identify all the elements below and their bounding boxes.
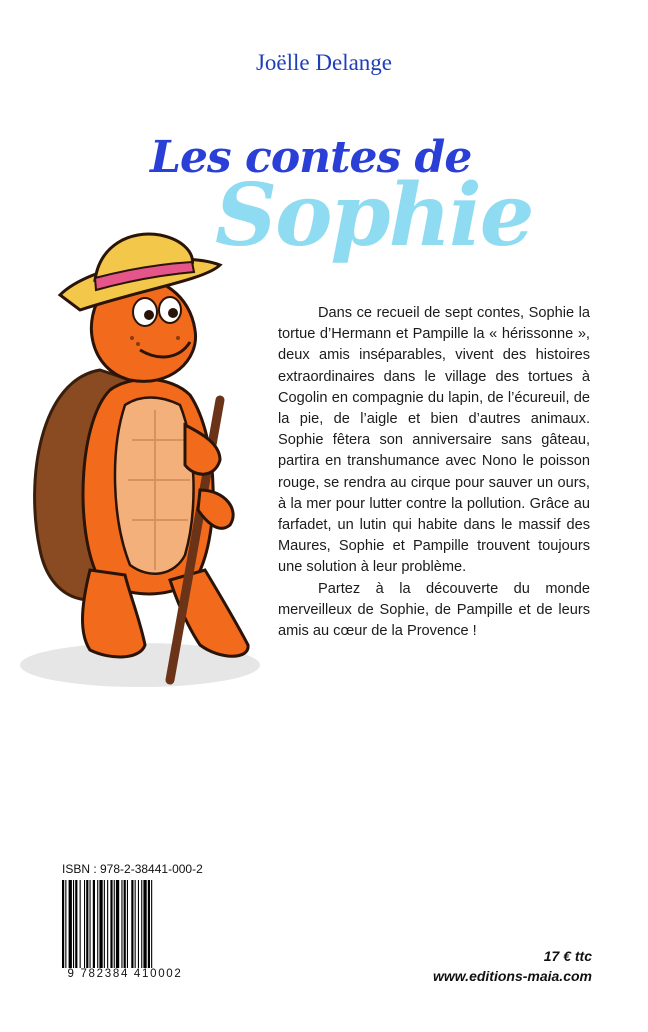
barcode-bar (121, 880, 122, 968)
barcode-bar (69, 880, 72, 968)
barcode-bar (114, 880, 115, 968)
barcode-bar (97, 880, 98, 968)
barcode-bar (75, 880, 77, 968)
barcode-bar (93, 880, 95, 968)
barcode-bar (86, 880, 88, 968)
barcode-bar (141, 880, 142, 968)
blurb-paragraph-1: Dans ce recueil de sept contes, Sophie la tortue d’Hermann et Pampille la « hérissonne », deux amis inséparables, vivent des histoires extraordinaires dans le village des tortues à Cogolin en compagnie du lapin, de l’écureuil, de la pie, de l’aigle et bien d’autres animaux. Sophie fêtera son anniversaire sans gâteau, partira en transhumance avec Nono le poisson rouge, se rendra au cirque pour sauver un ours, à la mer pour lutter contre la pollution. Grâce au farfadet, un lutin qui habite dans le massif des Maures, Sophie et Pampille trouvent toujours une solution à leur problème. (278, 305, 590, 576)
barcode-bar (84, 880, 85, 968)
barcode-bar (80, 880, 81, 968)
barcode-bar (116, 880, 119, 968)
barcode-bar (135, 880, 136, 968)
title-sophie: Sophie (215, 165, 533, 266)
barcode-bar (107, 880, 108, 968)
barcode-bar (65, 880, 66, 968)
isbn-label: ISBN : 978-2-38441-000-2 (62, 862, 203, 876)
blurb-paragraph-2: Partez à la découverte du monde merveilleux de Sophie, de Pampille et de leurs amis au cœur de la Provence ! (278, 580, 590, 640)
barcode-digits: 9 782384 410002 (58, 968, 192, 980)
barcode-bar (131, 880, 133, 968)
turtle-illustration (20, 220, 280, 700)
barcode-bar (110, 880, 112, 968)
barcode-bar (99, 880, 102, 968)
barcode-bar (151, 880, 152, 968)
price: 17 € ttc (543, 948, 592, 964)
title-les-contes-de: Les contes de (150, 132, 472, 183)
barcode-bar (124, 880, 126, 968)
barcode-bar (127, 880, 128, 968)
author-name: Joëlle Delange (255, 50, 393, 75)
barcode-bar (73, 880, 74, 968)
barcode-bar (104, 880, 105, 968)
back-cover-blurb (278, 303, 590, 642)
barcode-bar (148, 880, 150, 968)
publisher-website: www.editions-maia.com (433, 968, 592, 984)
barcode-bar (62, 880, 64, 968)
barcode-bar (90, 880, 91, 968)
barcode-bar (138, 880, 139, 968)
barcode-bar (143, 880, 146, 968)
